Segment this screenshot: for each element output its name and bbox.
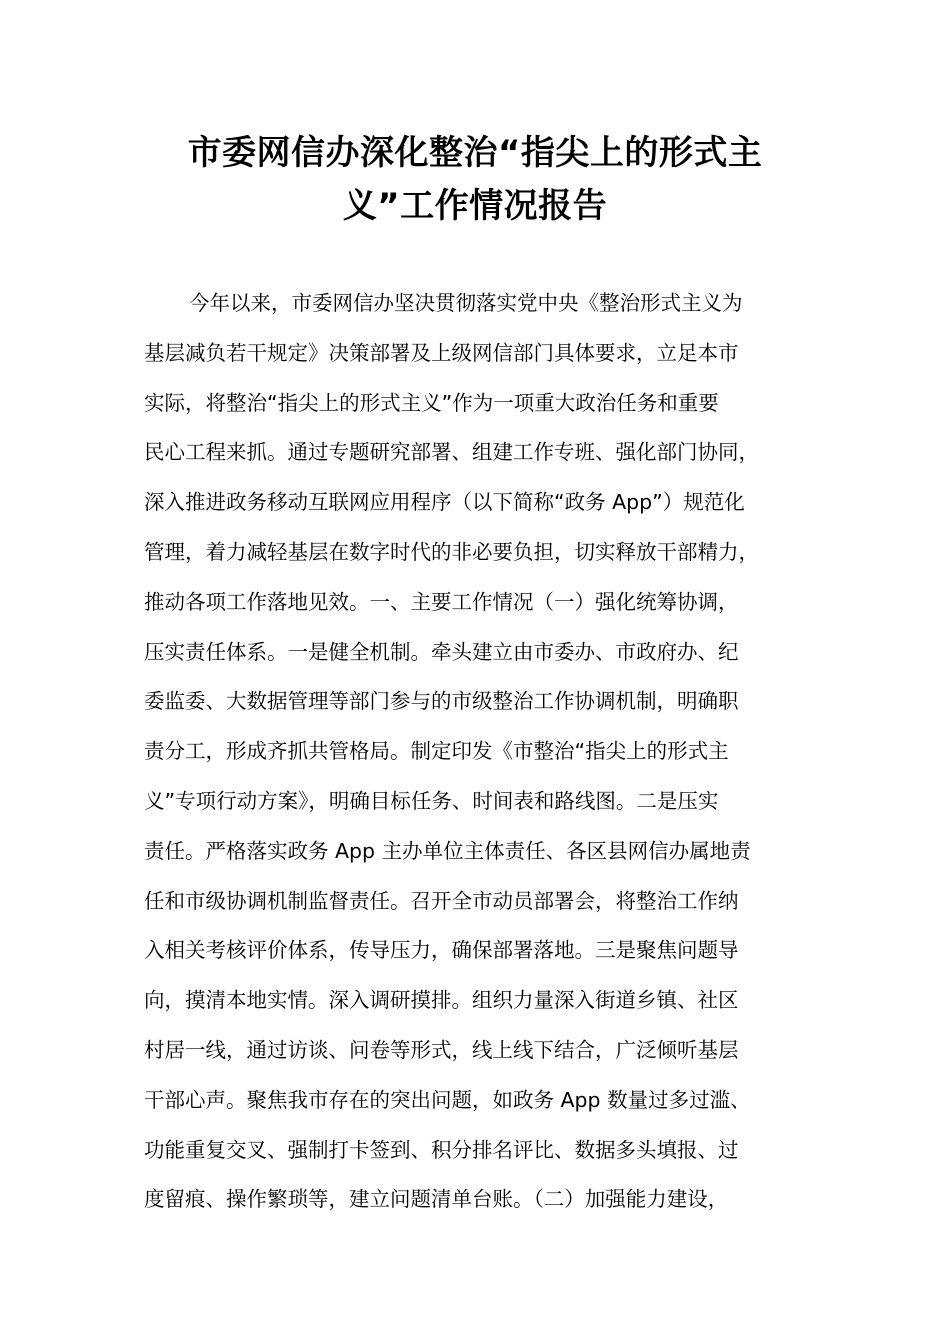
body-line: 推动各项工作落地见效。一、主要工作情况（一）强化统筹协调，: [144, 589, 739, 614]
body-line: 委监委、大数据管理等部门参与的市级整治工作协调机制，明确职: [144, 689, 739, 714]
body-line: 干部心声。聚焦我市存在的突出问题，如政务 App 数量过多过滥、: [144, 1087, 751, 1112]
body-line: 责分工，形成齐抓共管格局。制定印发《市整治“指尖上的形式主: [144, 739, 729, 764]
body-line: 深入推进政务移动互联网应用程序（以下简称“政务 App”）规范化: [144, 490, 745, 515]
body-line: 管理，着力减轻基层在数字时代的非必要负担，切实释放干部精力，: [144, 539, 759, 564]
body-line: 义”专项行动方案》，明确目标任务、时间表和路线图。二是压实: [144, 788, 719, 813]
document-title: [0, 127, 950, 233]
body-line: 责任。严格落实政务 App 主办单位主体责任、各区县网信办属地责: [144, 838, 751, 863]
body-line: 向，摸清本地实情。深入调研摸排。组织力量深入街道乡镇、社区: [144, 988, 739, 1013]
document-body: [144, 283, 824, 1229]
body-line: 民心工程来抓。通过专题研究部署、组建工作专班、强化部门协同，: [144, 440, 759, 465]
title-line-2: 义”工作情况报告: [342, 186, 608, 226]
body-line: 村居一线，通过访谈、问卷等形式，线上线下结合，广泛倾听基层: [144, 1037, 739, 1062]
body-line: 实际，将整治“指尖上的形式主义”作为一项重大政治任务和重要: [144, 390, 719, 415]
body-line: 今年以来，市委网信办坚决贯彻落实党中央《整治形式主义为: [189, 291, 743, 315]
body-line: 任和市级协调机制监督责任。召开全市动员部署会，将整治工作纳: [144, 888, 739, 913]
body-line: 度留痕、操作繁琐等，建立问题清单台账。（二）加强能力建设，: [144, 1187, 729, 1212]
body-line: 功能重复交叉、强制打卡签到、积分排名评比、数据多头填报、过: [144, 1137, 739, 1162]
body-line: 入相关考核评价体系，传导压力，确保部署落地。三是聚焦问题导: [144, 938, 739, 963]
title-line-1: 市委网信办深化整治“指尖上的形式主: [187, 133, 763, 173]
body-line: 压实责任体系。一是健全机制。牵头建立由市委办、市政府办、纪: [144, 639, 739, 664]
body-line: 基层减负若干规定》决策部署及上级网信部门具体要求，立足本市: [144, 340, 739, 365]
